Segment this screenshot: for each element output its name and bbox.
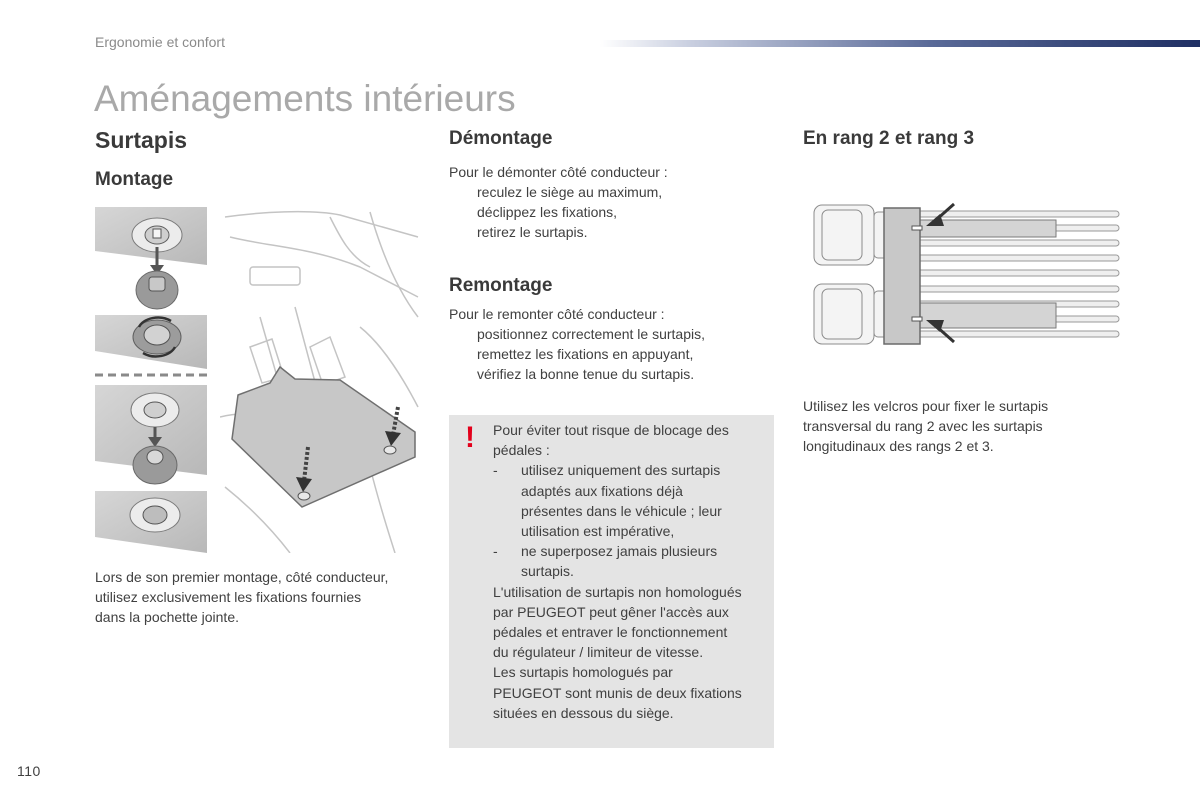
list-item: - utilisez uniquement des surtapis adaptés aux fixations déjà présentes dans le véhicule ; leur utilisation est impérative, (493, 462, 722, 540)
list-item: retirez le surtapis. (477, 224, 588, 240)
warning-text: Pour éviter tout risque de blocage des pédales : - utilisez uniquement des surtapis adaptés aux fixations déjà présentes dans le véhicule ; leur utilisation est impérative, - ne superposez jamais plusieurs surtapis. L'utilisation de surtapis non homologués par PEUGEOT peut gêner l'accès aux pédales et entraver le fonctionnement du régulateur / limiteur de vitesse. Les surtapis homologués par PEUGEOT sont munis de deux fixations situées en dessous du siège. (493, 420, 768, 723)
list-item: reculez le siège au maximum, (477, 184, 663, 200)
seat-lower (814, 284, 892, 344)
list-item: déclippez les fixations, (477, 204, 618, 220)
warning-box (449, 415, 774, 748)
fixation-step-2 (95, 315, 207, 369)
header-gradient-rule (600, 40, 1200, 47)
list-item: positionnez correctement le surtapis, (477, 326, 705, 342)
demontage-instructions: Pour le démonter côté conducteur : reculez le siège au maximum, déclippez les fixations, retirez le surtapis. (449, 162, 769, 242)
fixation-step-3 (95, 385, 207, 484)
list-item: vérifiez la bonne tenue du surtapis. (477, 366, 695, 382)
seat-upper (814, 205, 892, 265)
list-item: - ne superposez jamais plusieurs surtapis. (493, 543, 718, 580)
running-header: Ergonomie et confort (95, 34, 225, 50)
section-heading-surtapis: Surtapis (95, 127, 188, 153)
subheading-rang: En rang 2 et rang 3 (803, 128, 975, 149)
page-title: Aménagements intérieurs (94, 78, 516, 119)
fixation-steps-illustration (95, 207, 207, 553)
rang-text: Utilisez les velcros pour fixer le surtapis transversal du rang 2 avec les surtapis longitudinaux des rangs 2 et 3. (803, 398, 1049, 454)
montage-caption: Lors de son premier montage, côté conducteur, utilisez exclusivement les fixations fournies dans la pochette jointe. (95, 569, 389, 625)
list-item: remettez les fixations en appuyant, (477, 346, 694, 362)
remontage-instructions: Pour le remonter côté conducteur : positionnez correctement le surtapis, remettez les fixations en appuyant, vérifiez la bonne tenue du surtapis. (449, 304, 769, 384)
floor-mat-illustration (220, 207, 420, 553)
seat-rows-diagram (812, 200, 1120, 346)
subheading-remontage: Remontage (449, 275, 553, 296)
fixation-step-4 (95, 491, 207, 553)
transversal-mat (884, 208, 922, 344)
fixation-step-1 (95, 207, 207, 309)
subheading-demontage: Démontage (449, 128, 553, 149)
page-number: 110 (17, 763, 41, 779)
warning-icon: ! (465, 421, 475, 454)
subheading-montage: Montage (95, 169, 174, 190)
